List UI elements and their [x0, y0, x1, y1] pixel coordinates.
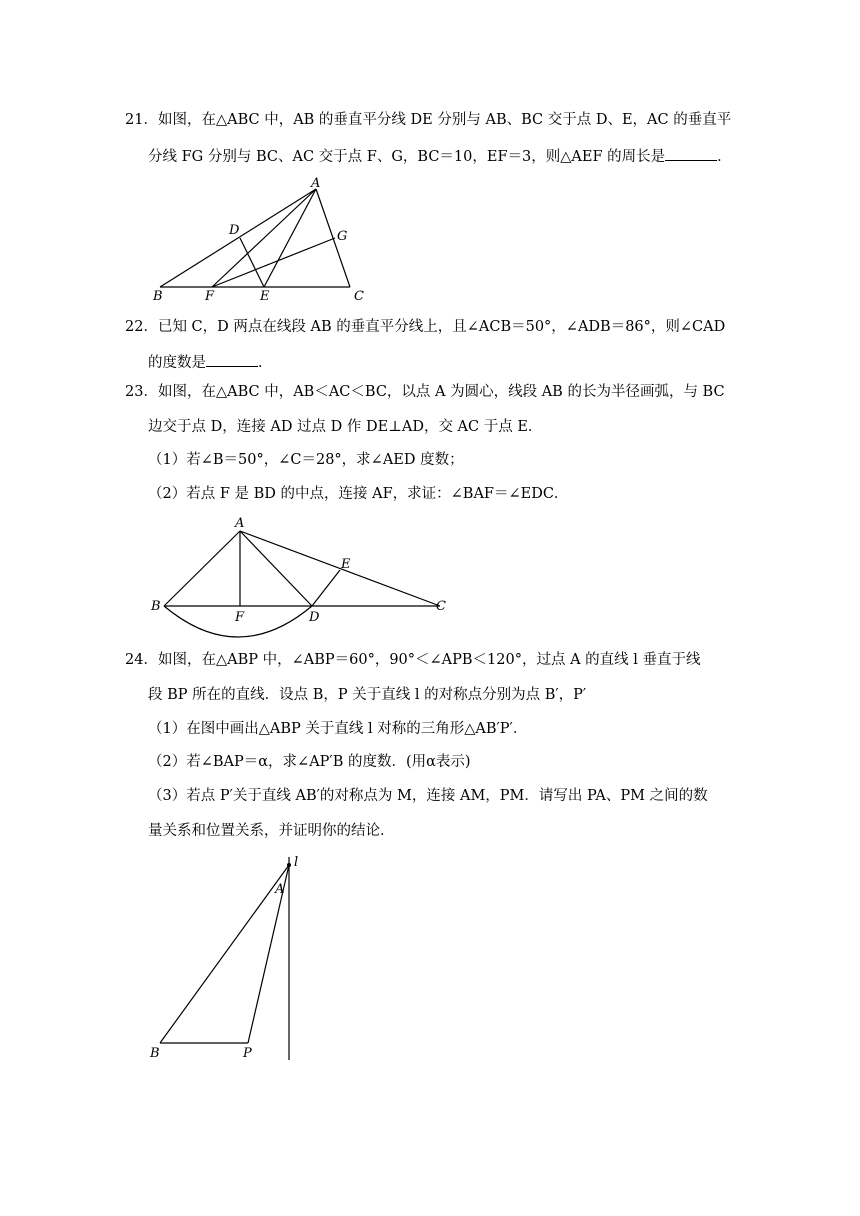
- segment-AE: [264, 189, 316, 287]
- label-A: A: [311, 176, 321, 191]
- q21-line-1: 21．如图，在△ABC 中，AB 的垂直平分线 DE 分别与 AB、BC 交于点 D、E，AC 的垂直平: [125, 112, 732, 128]
- q23-part-2: （2）若点 F 是 BD 的中点，连接 AF，求证：∠BAF＝∠EDC．: [148, 486, 569, 502]
- q22-line-1: 22．已知 C，D 两点在线段 AB 的垂直平分线上，且∠ACB＝50°，∠ADB＝86°，则∠CAD: [125, 319, 726, 335]
- q22-line-2-end: ．: [258, 355, 273, 371]
- label-D: D: [229, 223, 240, 238]
- q21-answer-blank: [665, 146, 717, 161]
- q22-answer-blank: [206, 352, 258, 367]
- segment-DE: [240, 238, 264, 287]
- q23-figure: [145, 512, 455, 642]
- label-B: B: [153, 289, 163, 304]
- point-A: [287, 863, 291, 867]
- q21-line-2-text: 分线 FG 分别与 BC、AC 交于点 F、G，BC＝10，EF＝3，则△AEF 的周长是: [148, 149, 666, 165]
- label-E: E: [260, 289, 270, 304]
- q21-line-2-end: ．: [717, 149, 732, 165]
- q24-part-2: （2）若∠BAP＝α，求∠AP′B 的度数．(用α表示): [148, 754, 471, 770]
- label-A: A: [275, 882, 285, 897]
- segment-AC: [240, 531, 440, 606]
- segment-AB: [160, 189, 316, 287]
- segment-AB: [164, 531, 240, 606]
- label-C: C: [436, 599, 446, 614]
- q24-part-1: （1）在图中画出△ABP 关于直线 l 对称的三角形△AB′P′．: [148, 721, 528, 737]
- segment-AF: [212, 189, 316, 287]
- label-F: F: [235, 610, 245, 625]
- label-G: G: [337, 229, 348, 244]
- q23-line-1: 23．如图，在△ABC 中，AB＜AC＜BC，以点 A 为圆心，线段 AB 的长为半径画弧，与 BC: [125, 384, 725, 400]
- label-B: B: [151, 599, 161, 614]
- q21-line-2: [148, 146, 732, 167]
- q24-line-1: 24．如图，在△ABP 中，∠ABP＝60°，90°＜∠APB＜120°，过点 A 的直线 l 垂直于线: [125, 652, 701, 668]
- label-l: l: [294, 855, 299, 870]
- label-P: P: [243, 1046, 252, 1061]
- q21-figure: [140, 172, 390, 307]
- segment-AD: [240, 531, 312, 606]
- q23-line-2: 边交于点 D，连接 AD 过点 D 作 DE⊥AD，交 AC 于点 E．: [148, 419, 543, 435]
- label-C: C: [354, 289, 364, 304]
- label-F: F: [205, 289, 215, 304]
- segment-FG: [212, 238, 335, 287]
- q24-line-2: 段 BP 所在的直线．设点 B，P 关于直线 l 的对称点分别为点 B′，P′: [148, 687, 587, 703]
- q22-line-2-text: 的度数是: [148, 355, 206, 371]
- segment-AB: [160, 865, 289, 1043]
- label-D: D: [309, 610, 320, 625]
- label-B: B: [150, 1046, 160, 1061]
- q22-line-2: [148, 352, 273, 373]
- q24-part-3-line-2: 量关系和位置关系，并证明你的结论．: [148, 823, 395, 839]
- q23-part-1: （1）若∠B＝50°，∠C＝28°，求∠AED 度数；: [148, 452, 464, 468]
- label-E: E: [341, 557, 351, 572]
- label-A: A: [235, 516, 245, 531]
- q24-part-3-line-1: （3）若点 P′关于直线 AB′的对称点为 M，连接 AM，PM．请写出 PA、PM 之间的数: [148, 788, 708, 804]
- q24-figure: [140, 850, 310, 1065]
- segment-DE: [312, 570, 340, 606]
